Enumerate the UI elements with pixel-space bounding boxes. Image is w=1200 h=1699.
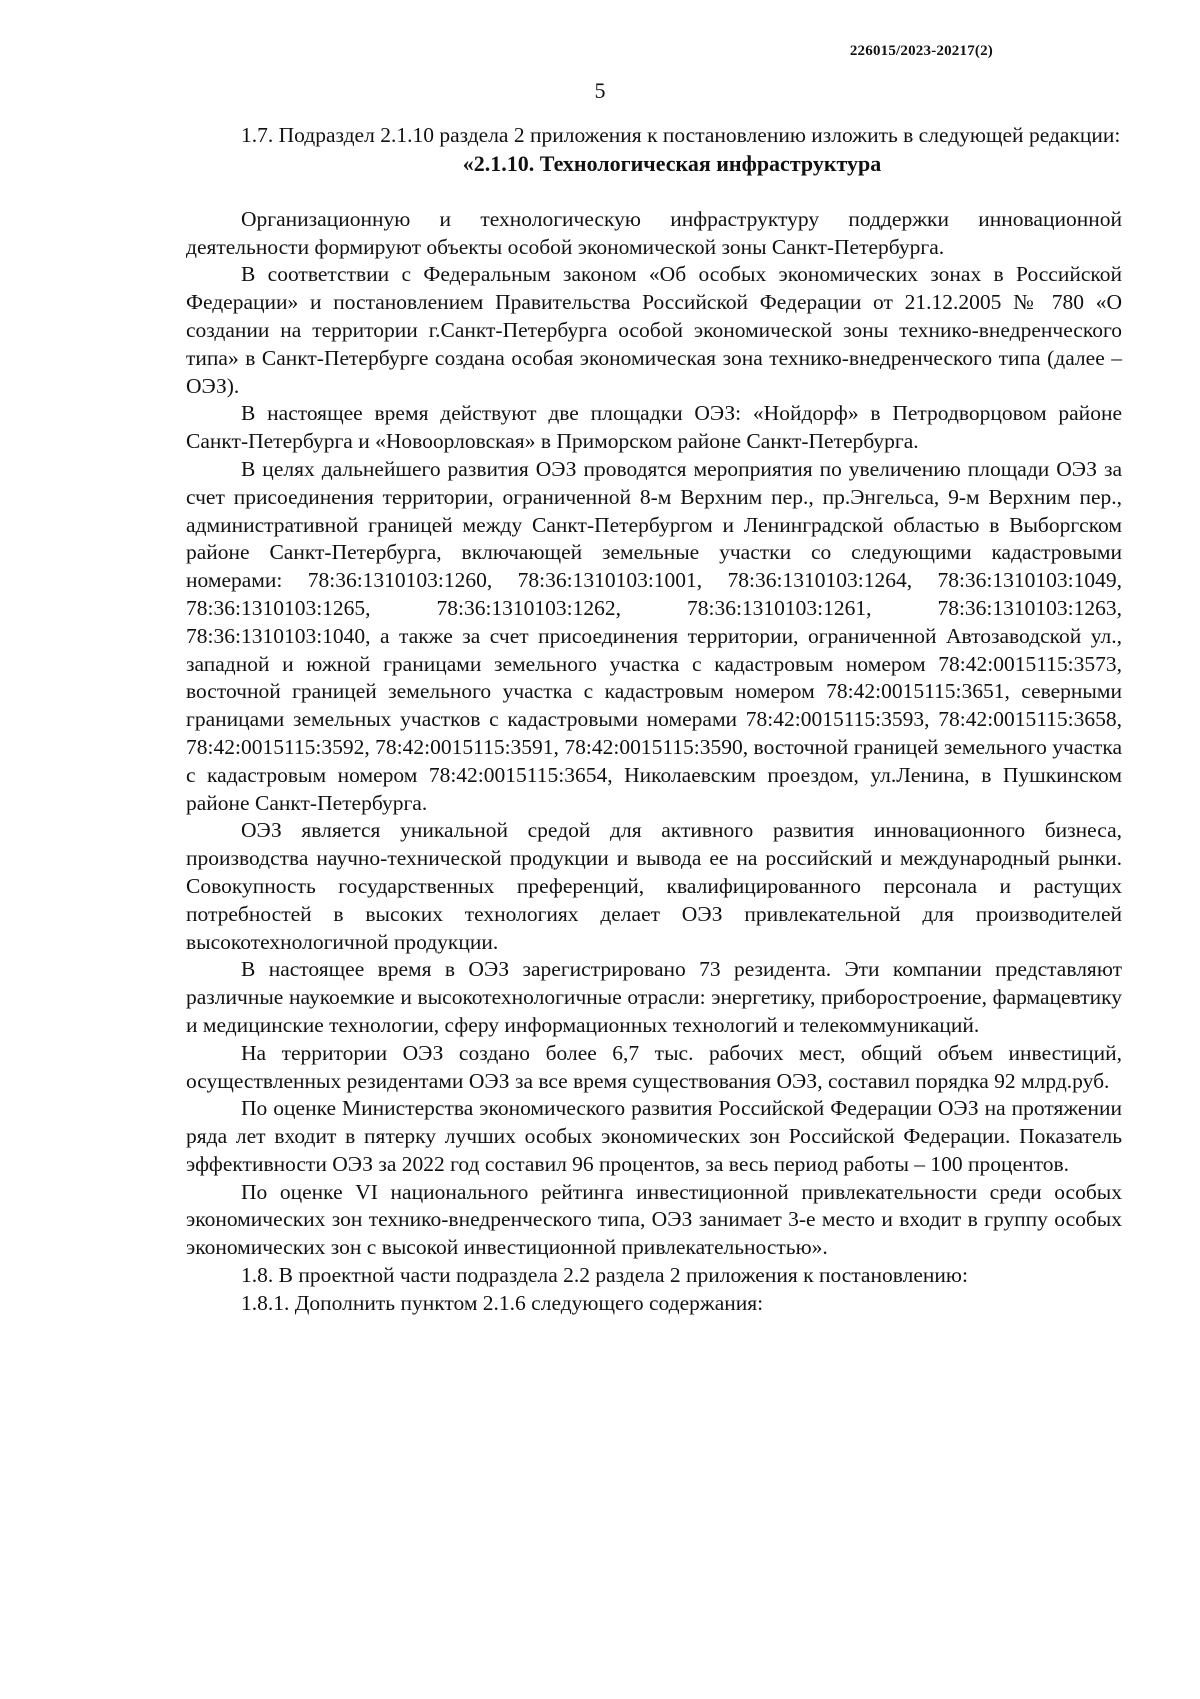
paragraph-residents: В настоящее время в ОЭЗ зарегистрировано 73 резидента. Эти компании представляют различные наукоемкие и высокотехнологичные отрасли: энергетику, приборостроение, фармацевтику и медицинские технологии, сферу информационных технологий и телекоммуникаций. [186,957,1122,1037]
paragraph-national-rating: По оценке VI национального рейтинга инвестиционной привлекательности среди особых экономических зон технико-внедренческого типа, ОЭЗ занимает 3-е место и входит в группу особых экономических зон с высокой инвестиционной привлекательностью». [186,1179,1122,1260]
section-heading: «2.1.10. Технологическая инфраструктура [462,150,882,176]
paragraph-1-7: 1.7. Подраздел 2.1.10 раздела 2 приложения к постановлению изложить в следующей редакции: [241,123,1121,147]
paragraph-environment: ОЭЗ является уникальной средой для активного развития инновационного бизнеса, производства научно-технической продукции и вывода ее на российский и международный рынки. Совокупность государственных преференций, квалифицированного персонала и растущих потребностей в высоких технологиях делает ОЭЗ привлекательной для производителей высокотехнологичной продукции. [186,818,1122,954]
paragraph-expansion: В целях дальнейшего развития ОЭЗ проводятся мероприятия по увеличению площади ОЭЗ за счет присоединения территории, ограниченной 8-м Верхним пер., пр.Энгельса, 9-м Верхним пер., административной границей между Санкт-Петербургом и Ленинградской областью в Выборгском районе Санкт-Петербурга, включающей земельные участки со следующими кадастровыми номерами: 78:36:1310103:1260, 78:36:1310103:1001, 78:36:1310103:1264, 78:36:1310103:1049, 78:36:1310103:1265, 78:36:1310103:1262, 78:36:1310103:1261, 78:36:1310103:1263, 78:36:1310103:1040, а также за счет присоединения территории, ограниченной Автозаводской ул., западной и южной границами земельного участка с кадастровым номером 78:42:0015115:3573, восточной границей земельного участка с кадастровым номером 78:42:0015115:3651, северными границами земельных участков с кадастровыми номерами 78:42:0015115:3593, 78:42:0015115:3658, 78:42:0015115:3592, 78:42:0015115:3591, 78:42:0015115:3590, восточной границей земельного участка с кадастровым номером 78:42:0015115:3654, Николаевским проездом, ул.Ленина, в Пушкинском районе Санкт-Петербурга. [186,456,1122,815]
paragraph-federal-law: В соответствии с Федеральным законом «Об особых экономических зонах в Российской Федерации» и постановлением Правительства Российской Федерации от 21.12.2005 № 780 «О создании на территории г.Санкт-Петербурга особой экономической зоны технико-внедренческого типа» в Санкт-Петербурге создана особая экономическая зона технико-внедренческого типа (далее – ОЭЗ). [186,262,1122,398]
paragraph-ministry-rating: По оценке Министерства экономического развития Российской Федерации ОЭЗ на протяжении ряда лет входит в пятерку лучших особых экономических зон Российской Федерации. Показатель эффективности ОЭЗ за 2022 год составил 96 процентов, за весь период работы – 100 процентов. [186,1096,1122,1176]
paragraph-1-8-1: 1.8.1. Дополнить пунктом 2.1.6 следующего содержания: [241,1290,764,1315]
paragraph-investments: На территории ОЭЗ создано более 6,7 тыс. рабочих мест, общий объем инвестиций, осуществленных резидентами ОЭЗ за все время существования ОЭЗ, составил порядка 92 млрд.руб. [186,1040,1122,1093]
document-body [186,122,1122,1318]
paragraph-infrastructure: Организационную и технологическую инфраструктуру поддержки инновационной деятельности формируют объекты особой экономической зоны Санкт-Петербурга. [186,206,1122,259]
page-number: 5 [594,78,606,103]
paragraph-sites: В настоящее время действуют две площадки ОЭЗ: «Нойдорф» в Петродворцовом районе Санкт-Петербурга и «Новоорловская» в Приморском районе Санкт-Петербурга. [186,401,1122,454]
document-id: 226015/2023-20217(2) [849,43,993,59]
paragraph-1-8: 1.8. В проектной части подраздела 2.2 раздела 2 приложения к постановлению: [241,1263,968,1288]
